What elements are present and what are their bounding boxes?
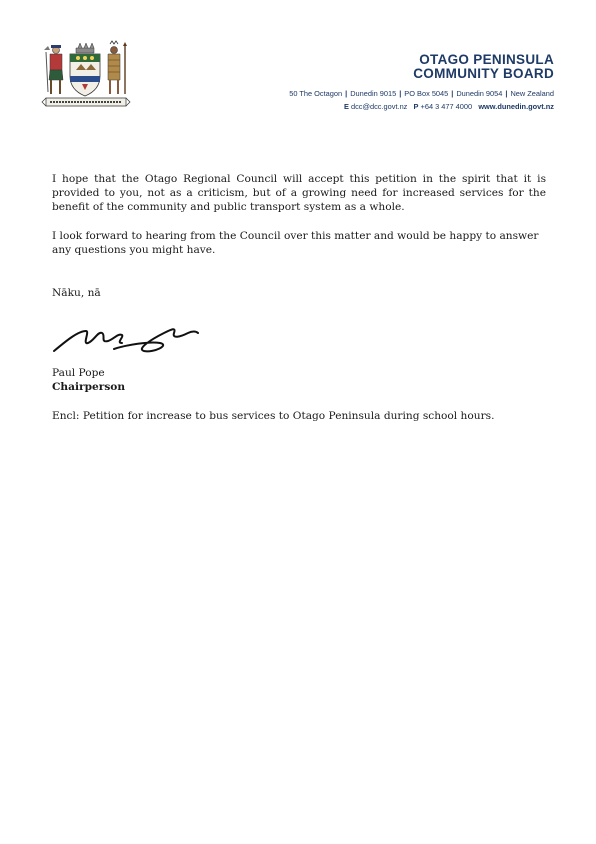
org-name-line2: COMMUNITY BOARD [413,66,554,81]
phone-label: P [413,102,419,111]
separator: | [451,89,454,98]
contact-line [289,100,554,113]
supporter-left [44,45,63,94]
signer-title: Chairperson [52,381,126,393]
enclosure-note: Encl: Petition for increase to bus services to Otago Peninsula during school hours. [52,410,495,422]
address-city: Dunedin 9015 [350,89,397,98]
address-po-postcode: Dunedin 9054 [456,89,503,98]
shield [70,54,100,96]
address-street: 50 The Octagon [289,89,343,98]
organization-name [413,53,554,81]
address-line [289,87,554,100]
supporter-right [108,41,127,94]
website-link[interactable]: www.dunedin.govt.nz [478,102,554,111]
email-label: E [343,102,349,111]
handwritten-signature-icon [52,319,202,357]
address-country: New Zealand [510,89,554,98]
signer-name: Paul Pope [52,367,105,379]
coat-of-arms-icon [40,40,132,112]
org-name-line1: OTAGO PENINSULA [419,52,554,67]
separator: | [345,89,348,98]
body-paragraph-1: I hope that the Otago Regional Council will accept this petition in the spirit that it is provided to you, not as a criticism, but of a growing need for increased services for the benefit of the community and public transport system as a whole. [52,173,546,214]
address-po-box: PO Box 5045 [404,89,449,98]
contact-details [289,87,554,113]
email-link[interactable]: dcc@dcc.govt.nz [350,102,408,111]
closing-salutation: Nāku, nā [52,287,101,299]
crest-top [76,43,94,53]
phone-number: +64 3 477 4000 [420,102,473,111]
body-paragraph-2: I look forward to hearing from the Council over this matter and would be happy to answer any questions you might have. [52,230,539,257]
separator: | [505,89,508,98]
motto-ribbon [42,98,130,106]
separator: | [399,89,402,98]
